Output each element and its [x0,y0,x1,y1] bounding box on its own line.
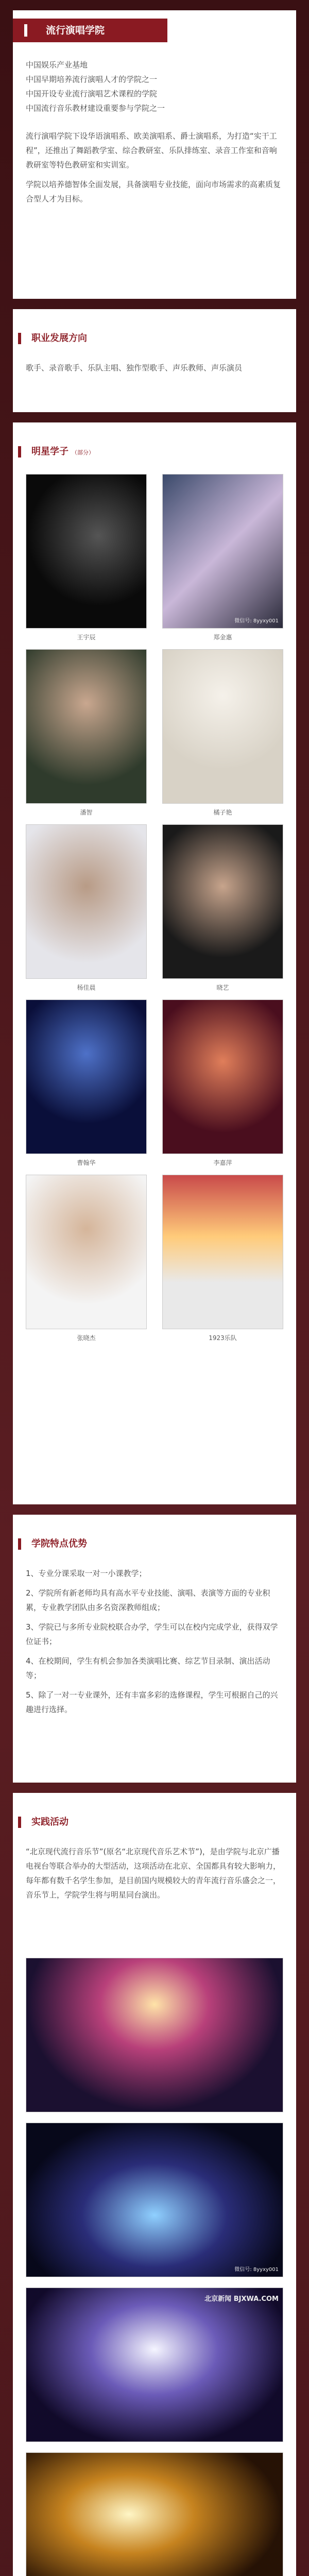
intro-paragraph-2: 学院以培养德智体全面发展，具备演唱专业技能，面向市场需求的高素质复合型人才为目标。 [26,180,281,204]
star-name-9: 张晓杰 [77,1334,96,1342]
feature-item: 2、学院所有新老师均具有高水平专业技能、演唱、表演等方面的专业积累，专业教学团队由多名资深教师组成； [26,1588,270,1612]
star-name-6: 晓艺 [216,984,229,991]
features-list [26,1566,283,1722]
watermark: 微信号: 8yyxy001 [234,618,279,624]
stars-heading-text: 明星学子 [31,446,68,457]
star-photo-7 [26,999,147,1154]
star-photo-6 [162,824,283,979]
feature-item: 1、专业分课采取一对一小课教学； [26,1569,147,1578]
stars-subheading: （部分） [72,449,94,456]
tab-title: 流行演唱学院 [46,25,105,36]
news-url: BJXWA.COM [233,2295,279,2303]
feature-item: 5、除了一对一专业课外，还有丰富多彩的选修课程，学生可根据自己的兴趣进行选择。 [26,1690,278,1714]
concert-photo-4 [26,2452,283,2576]
practice-heading [13,1814,167,1831]
star-photo-2 [162,474,283,629]
intro-line-1: 中国娱乐产业基地 [26,60,88,70]
feature-item: 3、学院已与多所专业院校联合办学，学生可以在校内完成学业，获得双学位证书； [26,1622,278,1646]
news-logo [204,2293,279,2303]
star-photo-1 [26,474,147,629]
concert-photo-1 [26,1958,283,2112]
practice-text: “北京现代流行音乐节”(原名“北京现代音乐艺术节”)，是由学院与北京广播电视台等联合举办的大型活动，这项活动在北京、全国都具有较大影响力，每年都有数千名学生参加，是目前国内规模较大的青年流行音乐盛会之一，音乐节上，学院学生将与明星同台演出。 [26,1847,281,1900]
star-name-5: 杨佳晨 [77,984,96,991]
features-heading-text: 学院特点优势 [31,1538,87,1549]
star-name-4: 橘子艳 [213,809,232,816]
intro-paragraph-1: 流行演唱学院下设华语演唱系、欧美演唱系、爵士演唱系，为打造“实干工程”，还推出了舞蹈教学室、综合教研室、乐队排练室、录音工作室和音响教研室等特色教研室和实训室。 [26,131,277,170]
star-name-7: 曹翰华 [77,1159,96,1166]
star-name-10: 1923乐队 [209,1334,237,1342]
intro-line-3: 中国开设专业流行演唱艺术课程的学院 [26,89,158,98]
section-tab [13,19,167,42]
news-logo-text: 北京新闻 [204,2295,232,2303]
star-name-8: 李嘉萍 [213,1159,232,1166]
career-heading-text: 职业发展方向 [31,333,87,344]
star-photo-4 [162,649,283,804]
star-photo-5 [26,824,147,979]
star-photo-10 [162,1175,283,1329]
star-photo-9 [26,1175,147,1329]
career-heading [13,330,167,347]
star-photo-3 [26,649,147,804]
watermark: 微信号: 8yyxy001 [234,2267,279,2273]
star-photo-8 [162,999,283,1154]
intro-line-4: 中国流行音乐教材建设重要参与学院之一 [26,104,165,113]
concert-photo-3 [26,2287,283,2442]
career-text: 歌手、录音歌手、乐队主唱、独作型歌手、声乐教师、声乐演员 [26,363,243,372]
feature-item: 4、在校期间，学生有机会参加各类演唱比赛、综艺节目录制、演出活动等； [26,1656,270,1680]
intro-text [26,58,283,211]
star-name-1: 王宇辰 [77,634,96,641]
star-name-2: 郑金惠 [213,634,232,641]
concert-photo-2 [26,2123,283,2277]
intro-line-2: 中国早期培养流行演唱人才的学院之一 [26,75,158,84]
practice-heading-text: 实践活动 [31,1817,68,1827]
features-heading [13,1535,167,1553]
star-name-3: 潘智 [80,809,93,816]
stars-heading [13,443,167,461]
